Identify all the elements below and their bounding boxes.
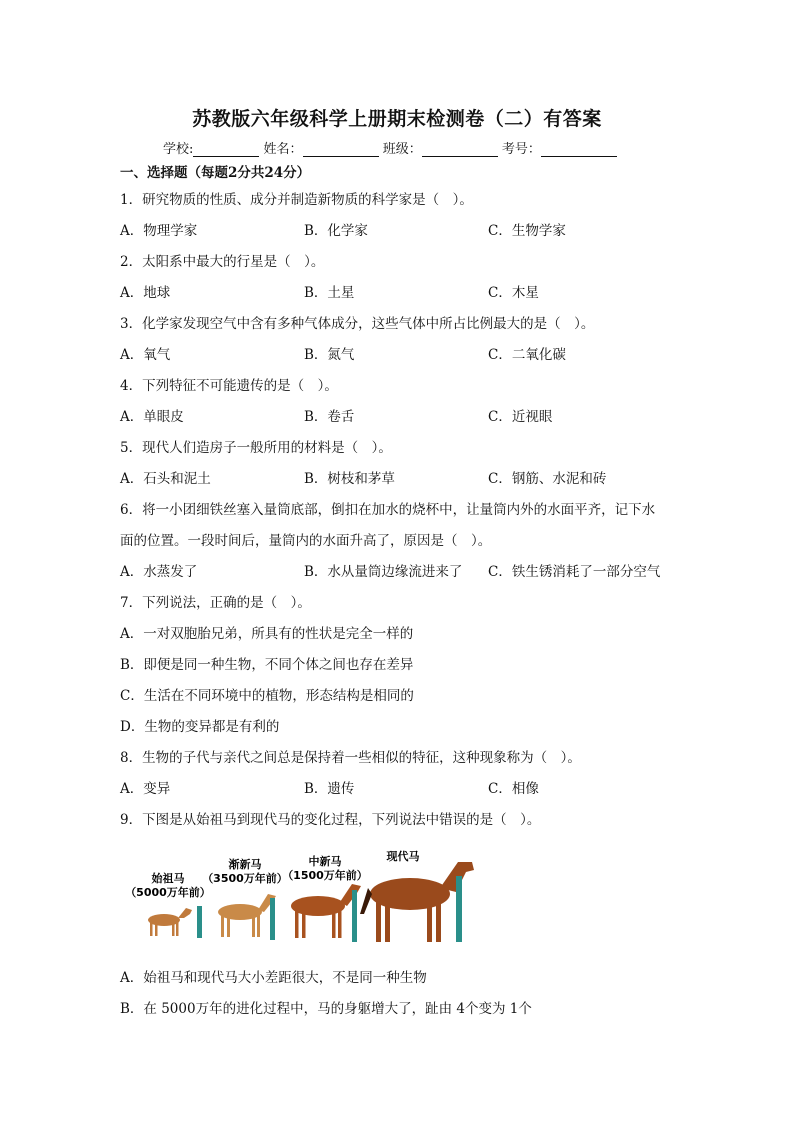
name-label: 姓名：	[263, 142, 303, 157]
label-merychippus-age: （1500万年前）	[282, 869, 368, 882]
option-c[interactable]: C．生活在不同环境中的植物，形态结构是相同的	[120, 688, 414, 704]
number-label: 考号：	[501, 142, 541, 157]
option-b[interactable]: B．土星	[304, 285, 355, 301]
horse-evolution-figure	[122, 838, 492, 948]
option-c[interactable]: C．生物学家	[488, 223, 566, 239]
option-d[interactable]: D．生物的变异都是有利的	[120, 719, 280, 735]
option-a[interactable]: A．变异	[120, 781, 171, 797]
option-b[interactable]: B．化学家	[304, 223, 368, 239]
question-7-stem: 7．下列说法，正确的是（ ）。	[120, 595, 311, 611]
foot-marker-1	[197, 906, 202, 938]
school-blank[interactable]	[193, 143, 259, 157]
option-a[interactable]: A．石头和泥土	[120, 471, 211, 487]
label-mesohippus: 渐新马	[228, 858, 262, 871]
section-heading: 一、选择题（每题2分共24分）	[120, 165, 311, 181]
option-c[interactable]: C．木星	[488, 285, 539, 301]
label-merychippus: 中新马	[308, 855, 342, 868]
option-a[interactable]: A．地球	[120, 285, 171, 301]
question-3-stem: 3．化学家发现空气中含有多种气体成分，这些气体中所占比例最大的是（ ）。	[120, 316, 595, 332]
option-c[interactable]: C．近视眼	[488, 409, 553, 425]
option-b[interactable]: B．树枝和茅草	[304, 471, 395, 487]
question-8-stem: 8．生物的子代与亲代之间总是保持着一些相似的特征，这种现象称为（ ）。	[120, 750, 581, 766]
option-b[interactable]: B．氮气	[304, 347, 355, 363]
option-b[interactable]: B．卷舌	[304, 409, 355, 425]
option-a[interactable]: A．一对双胞胎兄弟，所具有的性状是完全一样的	[120, 626, 414, 642]
student-info-row	[163, 138, 617, 157]
label-mesohippus-age: （3500万年前）	[202, 872, 288, 885]
option-a[interactable]: A．水蒸发了	[120, 564, 198, 580]
foot-marker-3	[352, 890, 357, 942]
option-c[interactable]: C．铁生锈消耗了一部分空气	[488, 564, 661, 580]
option-b[interactable]: B．遗传	[304, 781, 355, 797]
label-eohippus-age: （5000万年前）	[125, 886, 211, 899]
label-eohippus: 始祖马	[151, 872, 185, 885]
label-modern-horse: 现代马	[386, 850, 420, 863]
question-6-stem-line2: 面的位置。一段时间后，量筒内的水面升高了，原因是（ ）。	[120, 533, 492, 549]
question-5-stem: 5．现代人们造房子一般所用的材料是（ ）。	[120, 440, 392, 456]
page-title: 苏教版六年级科学上册期末检测卷（二）有答案	[192, 108, 602, 130]
number-blank[interactable]	[541, 143, 617, 157]
option-c[interactable]: C．相像	[488, 781, 539, 797]
question-1-stem: 1．研究物质的性质、成分并制造新物质的科学家是（ ）。	[120, 192, 473, 208]
option-a[interactable]: A．单眼皮	[120, 409, 184, 425]
option-b[interactable]: B．在 5000万年的进化过程中，马的身躯增大了，趾由 4个变为 1个	[120, 1001, 532, 1017]
option-b[interactable]: B．即便是同一种生物，不同个体之间也存在差异	[120, 657, 414, 673]
mesohippus-horse	[218, 894, 276, 937]
question-2-stem: 2．太阳系中最大的行星是（ ）。	[120, 254, 325, 270]
eohippus-horse	[148, 908, 192, 936]
question-4-stem: 4．下列特征不可能遗传的是（ ）。	[120, 378, 338, 394]
option-a[interactable]: A．氧气	[120, 347, 171, 363]
foot-marker-4	[456, 876, 462, 942]
name-blank[interactable]	[303, 143, 379, 157]
option-a[interactable]: A．物理学家	[120, 223, 198, 239]
school-label: 学校:	[163, 142, 194, 157]
merychippus-horse	[291, 884, 361, 938]
foot-marker-2	[270, 898, 275, 940]
horse-evolution-illustration	[122, 838, 492, 948]
class-blank[interactable]	[422, 143, 498, 157]
option-b[interactable]: B．水从量筒边缘流进来了	[304, 564, 463, 580]
option-a[interactable]: A．始祖马和现代马大小差距很大，不是同一种生物	[120, 970, 427, 986]
option-c[interactable]: C．钢筋、水泥和砖	[488, 471, 607, 487]
option-c[interactable]: C．二氧化碳	[488, 347, 566, 363]
question-6-stem-line1: 6．将一小团细铁丝塞入量筒底部，倒扣在加水的烧杯中，让量筒内外的水面平齐，记下水	[120, 502, 656, 518]
class-label: 班级：	[382, 142, 422, 157]
question-9-stem: 9．下图是从始祖马到现代马的变化过程，下列说法中错误的是（ ）。	[120, 812, 541, 828]
